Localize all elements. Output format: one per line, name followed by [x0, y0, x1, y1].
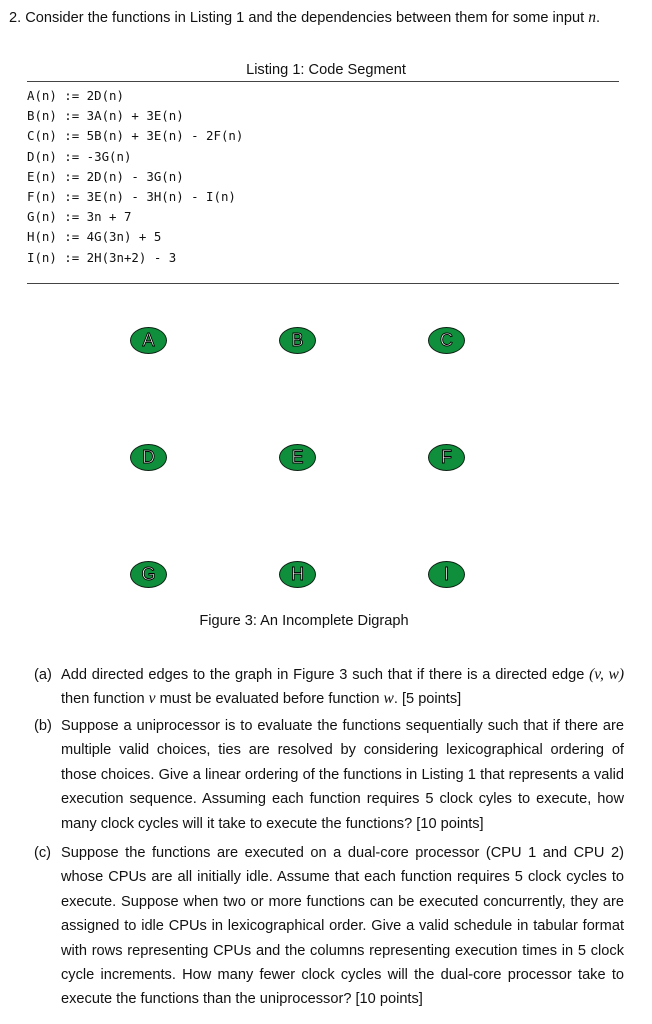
input-variable: n — [588, 9, 597, 26]
part-a-label: (a) — [34, 667, 52, 683]
part-a-text: Add directed edges to the graph in Figure 3 such that if there is a directed edge (v, w) then function v must be evaluated before function w. [5 points] — [61, 666, 624, 708]
part-c — [34, 841, 624, 1012]
node-b: B — [279, 327, 316, 354]
question-end: . — [596, 10, 601, 26]
question-stem — [9, 8, 639, 28]
code-line-g: G(n) := 3n + 7 — [27, 209, 132, 225]
node-f: F — [428, 444, 465, 471]
part-c-text: Suppose the functions are executed on a dual-core processor (CPU 1 and CPU 2) whose CPUs are all initially idle. Assume that each function requires 5 clock cycles to execute. Suppose when two or more functions can be executed concurrently, they are assigned to idle CPUs in lexicographical order. Give a valid schedule in tabular format with rows representing CPUs and the columns representing execution times in 5 clock cycle increments. How many fewer clock cycles will the dual-core processor take to execute the functions than the uniprocessor? [10 points] — [61, 845, 624, 1008]
code-line-b: B(n) := 3A(n) + 3E(n) — [27, 108, 184, 124]
question-text: Consider the functions in Listing 1 and the dependencies between them for some input — [25, 10, 589, 26]
node-e: E — [279, 444, 316, 471]
edge-notation: (v, w) — [589, 666, 624, 683]
listing-bottom-rule — [27, 283, 619, 284]
part-b-text: Suppose a uniprocessor is to evaluate the functions sequentially such that if there are multiple valid choices, ties are resolved by considering lexicographical ordering of those choices. Give a linear ordering of the functions in Listing 1 that represents a valid execution sequence. Assuming each function requires 5 clock cyles to execute, how many clock cycles will it take to execute the functions? [10 points] — [61, 718, 624, 832]
part-b-label: (b) — [34, 718, 52, 734]
code-line-c: C(n) := 5B(n) + 3E(n) - 2F(n) — [27, 128, 244, 144]
code-line-d: D(n) := -3G(n) — [27, 148, 132, 164]
code-line-f: F(n) := 3E(n) - 3H(n) - I(n) — [27, 188, 236, 204]
node-i: I — [428, 561, 465, 588]
var-v: v — [148, 690, 156, 708]
figure-caption: Figure 3: An Incomplete Digraph — [199, 613, 409, 629]
code-line-e: E(n) := 2D(n) - 3G(n) — [27, 168, 184, 184]
listing-top-rule — [27, 81, 619, 82]
part-c-label: (c) — [34, 845, 52, 861]
code-line-a: A(n) := 2D(n) — [27, 88, 124, 103]
node-h: H — [279, 561, 316, 588]
listing-caption: Listing 1: Code Segment — [246, 62, 406, 78]
node-a: A — [130, 327, 167, 354]
code-line-h: H(n) := 4G(3n) + 5 — [27, 229, 162, 245]
node-c: C — [428, 327, 465, 354]
code-line-i: I(n) := 2H(3n+2) - 3 — [27, 249, 177, 265]
node-g: G — [130, 561, 167, 588]
node-d: D — [130, 444, 167, 471]
incomplete-digraph — [0, 300, 652, 605]
part-a — [34, 663, 624, 712]
part-b — [34, 714, 624, 836]
question-number: 2. — [9, 10, 22, 26]
code-listing — [27, 86, 243, 268]
var-w: w — [383, 690, 394, 708]
